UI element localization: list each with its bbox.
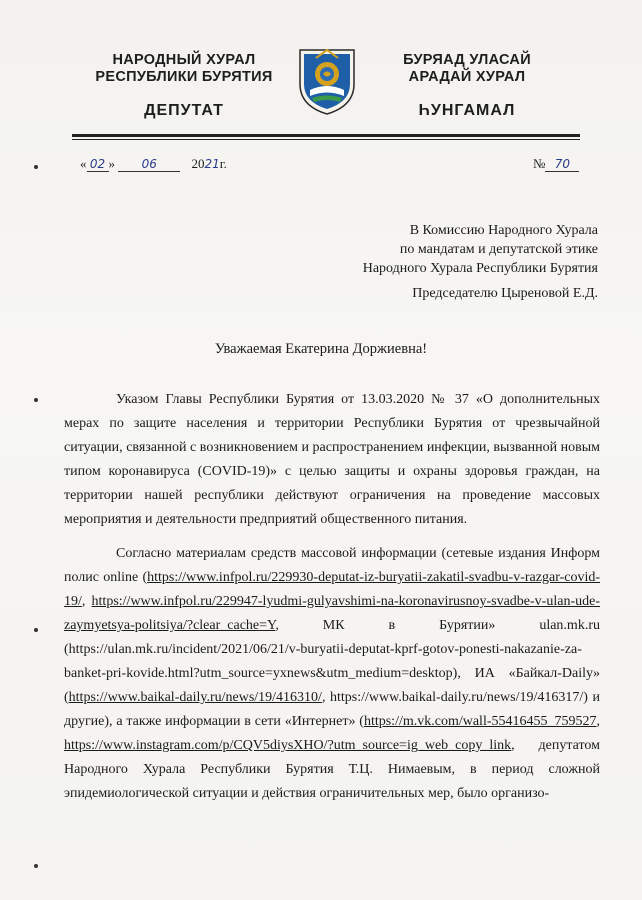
addressee-line-3: Народного Хурала Республики Бурятия xyxy=(362,261,598,276)
header-rule-thin xyxy=(72,139,580,140)
header-left xyxy=(84,52,284,120)
date-year: 21 xyxy=(204,157,220,171)
coat-of-arms-emblem-icon xyxy=(296,44,358,116)
date-open-quote: « xyxy=(80,156,87,171)
addressee-line-1: В Комиссию Народного Хурала xyxy=(409,223,598,238)
date-year-suffix: г. xyxy=(219,156,227,171)
number-value: 70 xyxy=(545,157,579,172)
punch-hole-mark xyxy=(34,864,38,868)
greeting: Уважаемая Екатерина Доржиевна! xyxy=(214,341,428,357)
addressee-block xyxy=(363,221,598,303)
left-org-line-1: НАРОДНЫЙ ХУРАЛ xyxy=(112,52,256,68)
paragraph-2-text-2: , xyxy=(81,594,92,609)
paragraph-2-text-5: , xyxy=(596,714,600,729)
instagram-link[interactable]: https://www.instagram.com/p/CQV5diysXHO/?utm_source=ig_web_copy_link xyxy=(64,738,512,753)
paragraph-1: Указом Главы Республики Бурятия от 13.03.2020 № 37 «О дополнительных мерах по защите населения и территории Республики Бурятия от чрезвычайной ситуации, связанной с возникновением и распространением инфекции, вызванной новым типом коронавируса (COVID-19)» с целью защиты и охраны здоровья граждан, на территории нашей республики действуют ограничения на проведение массовых мероприятия и деятельности предприятий общественного питания. xyxy=(64,392,600,527)
paragraph-2-text-4: , https://www.baikal-daily.ru/news/19/416317/) и другие), а также информации в сети «Интернет» ( xyxy=(64,690,600,729)
date-year-prefix: 20 xyxy=(191,156,205,171)
right-org-line-1: БУРЯАД УЛАСАЙ xyxy=(403,52,531,68)
date-close-quote: » xyxy=(108,156,115,171)
addressee-chair: Председателю Цыреновой Е.Д. xyxy=(412,286,598,301)
date-day: 02 xyxy=(87,157,109,172)
vk-link[interactable]: https://m.vk.com/wall-55416455_759527 xyxy=(363,714,597,729)
date-month: 06 xyxy=(118,157,180,172)
number-label: № xyxy=(533,156,546,171)
addressee-line-2: по мандатам и депутатской этике xyxy=(399,242,598,257)
paragraph-2-text-3: , МК в Бурятии» ulan.mk.ru (https://ulan.mk.ru/incident/2021/06/21/v-buryatii-deputat-kprf-gotov-ponesti-nakazanie-za-banket-pri-kovide.html?utm_source=yxnews&utm_medium=desktop), ИА «Байкал-Daily» ( xyxy=(64,618,600,705)
header-rule xyxy=(72,134,580,137)
letter-body xyxy=(64,388,600,806)
left-title: ДЕПУТАТ xyxy=(144,102,224,119)
document-number xyxy=(533,156,579,172)
infpol-link-2[interactable]: https://www.infpol.ru/229947-lyudmi-gulyavshimi-na-koronavirusnoy-svadbe-v-ulan-ude-zaymyetsya-politsiya/?clear_cache=Y xyxy=(64,594,600,633)
right-title: ҺУНГАМАЛ xyxy=(418,102,516,119)
punch-hole-mark xyxy=(34,628,38,632)
punch-hole-mark xyxy=(34,165,38,169)
punch-hole-mark xyxy=(34,398,38,402)
date-line xyxy=(80,156,227,172)
paragraph-2-text-6: , депутатом Народного Хурала Республики Бурятия Т.Ц. Нимаевым, в период сложной эпидемиологической ситуации и действия ограничительных мер, было организо- xyxy=(64,738,600,801)
paragraph-2 xyxy=(64,542,600,806)
paragraph-2-text-1: Согласно материалам средств массовой информации (сетевые издания Информ полис online ( xyxy=(64,546,600,585)
infpol-link-1[interactable]: https://www.infpol.ru/229930-deputat-iz-buryatii-zakatil-svadbu-v-razgar-covid-19/ xyxy=(64,570,600,609)
baikal-daily-link[interactable]: https://www.baikal-daily.ru/news/19/416310/ xyxy=(68,690,322,705)
left-org-line-2: РЕСПУБЛИКИ БУРЯТИЯ xyxy=(95,69,273,85)
header-right xyxy=(372,52,562,120)
right-org-line-2: АРАДАЙ ХУРАЛ xyxy=(408,69,526,85)
